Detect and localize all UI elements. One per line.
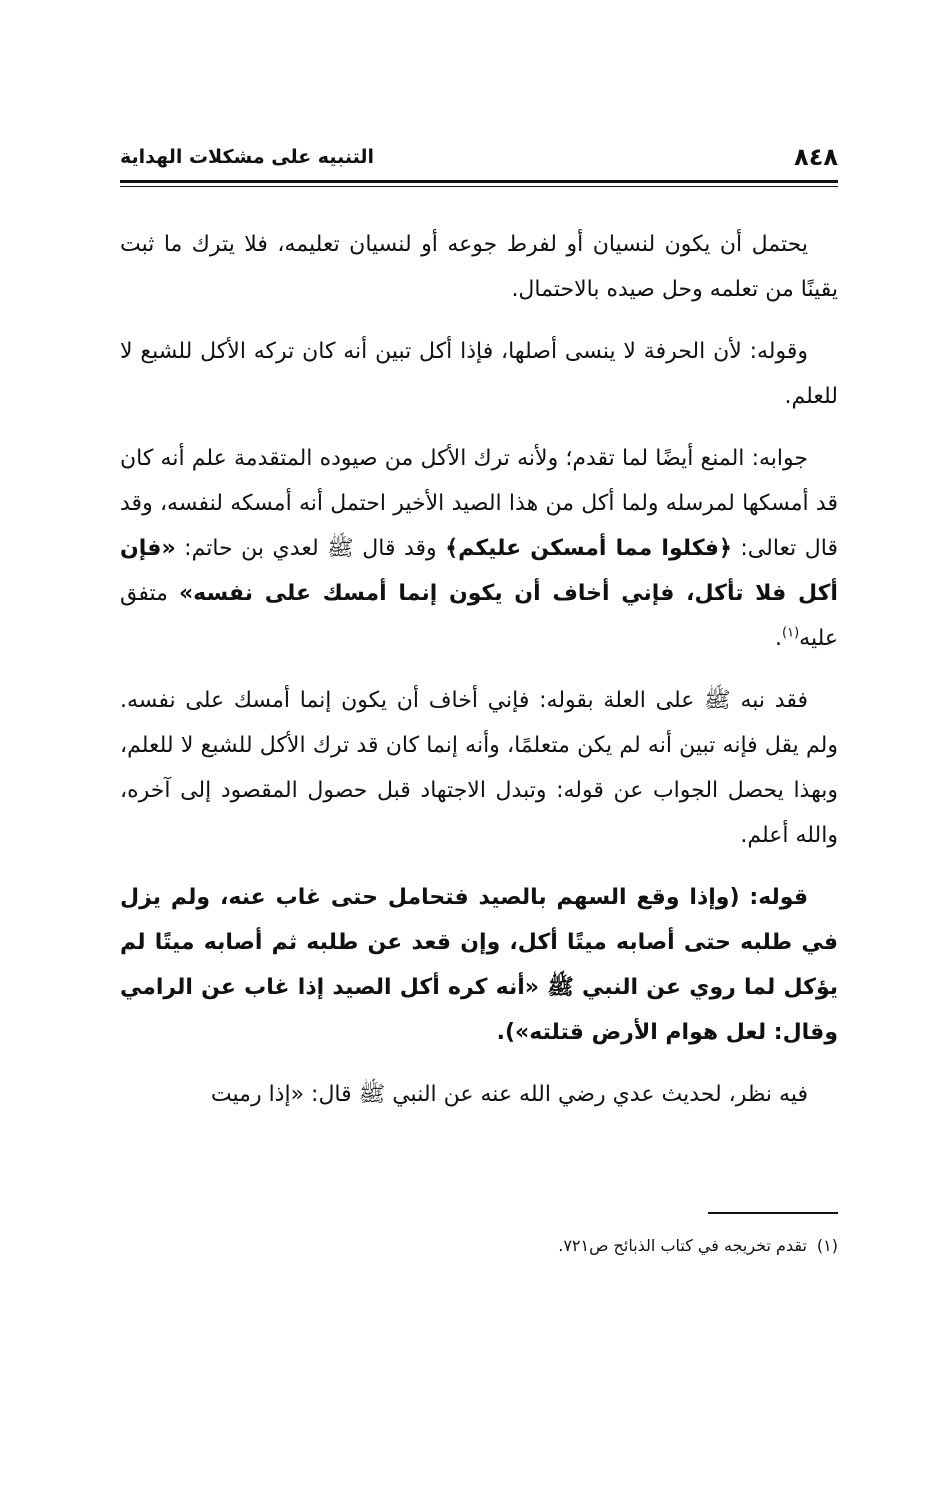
page-header [120, 140, 838, 174]
header-rule-thin [120, 186, 838, 187]
paragraph-3-text: جوابه: المنع أيضًا لما تقدم؛ ولأنه ترك الأكل من صيوده المتقدمة علم أنه كان قد أمسكها لمرسله ولما أكل من هذا الصيد الأخير احتمل أنه أمسكه لنفسه، وقد قال تعالى: [120, 446, 838, 561]
header-rule [120, 180, 838, 183]
quran-quote: ﴿فكلوا مما أمسكن عليكم﴾ [445, 536, 732, 561]
paragraph-1: يحتمل أن يكون لنسيان أو لفرط جوعه أو لنسيان تعليمه، فلا يترك ما ثبت يقينًا من تعلمه وحل صيده بالاحتمال. [120, 232, 838, 302]
footnote-text: تقدم تخريجه في كتاب الذبائح ص٧٢١. [558, 1236, 807, 1255]
paragraph-3-text-3: متفق عليه [120, 581, 838, 651]
paragraph-3 [120, 436, 838, 661]
running-title: التنبيه على مشكلات الهداية [120, 146, 374, 168]
paragraph-4: فقد نبه ﷺ على العلة بقوله: فإني أخاف أن يكون إنما أمسك على نفسه. ولم يقل فإنه تبين أنه لم يكن متعلمًا، وأنه إنما كان قد ترك الأكل للشبع لا للعلم، وبهذا يحصل الجواب عن قوله: وتبدل الاجتهاد قبل حصول المقصود إلى آخره، والله أعلم. [120, 688, 838, 848]
paragraph-3-text-2: وقد قال ﷺ لعدي بن حاتم: [175, 536, 446, 561]
paragraph-3-end: . [775, 626, 783, 651]
page-number: ٨٤٨ [794, 143, 838, 171]
paragraph-6: فيه نظر، لحديث عدي رضي الله عنه عن النبي ﷺ قال: «إذا رميت [210, 1082, 808, 1107]
footnote-separator [708, 1212, 838, 1214]
hadith-quote: «فإن أكل فلا تأكل، فإني أخاف أن يكون إنما أمسك على نفسه» [120, 536, 838, 606]
main-text [120, 222, 838, 1134]
paragraph-5-quoted-text: قوله: (وإذا وقع السهم بالصيد فتحامل حتى غاب عنه، ولم يزل في طلبه حتى أصابه ميتًا أكل، وإن قعد عن طلبه ثم أصابه ميتًا لم يؤكل لما روي عن النبي ﷺ «أنه كره أكل الصيد إذا غاب عن الرامي وقال: لعل هوام الأرض قتلته»). [120, 885, 838, 1045]
footnote [120, 1232, 838, 1260]
paragraph-2: وقوله: لأن الحرفة لا ينسى أصلها، فإذا أكل تبين أنه كان تركه الأكل للشبع لا للعلم. [120, 339, 838, 409]
footnote-reference: (١) [782, 625, 800, 641]
footnote-number: (١) [816, 1236, 838, 1255]
